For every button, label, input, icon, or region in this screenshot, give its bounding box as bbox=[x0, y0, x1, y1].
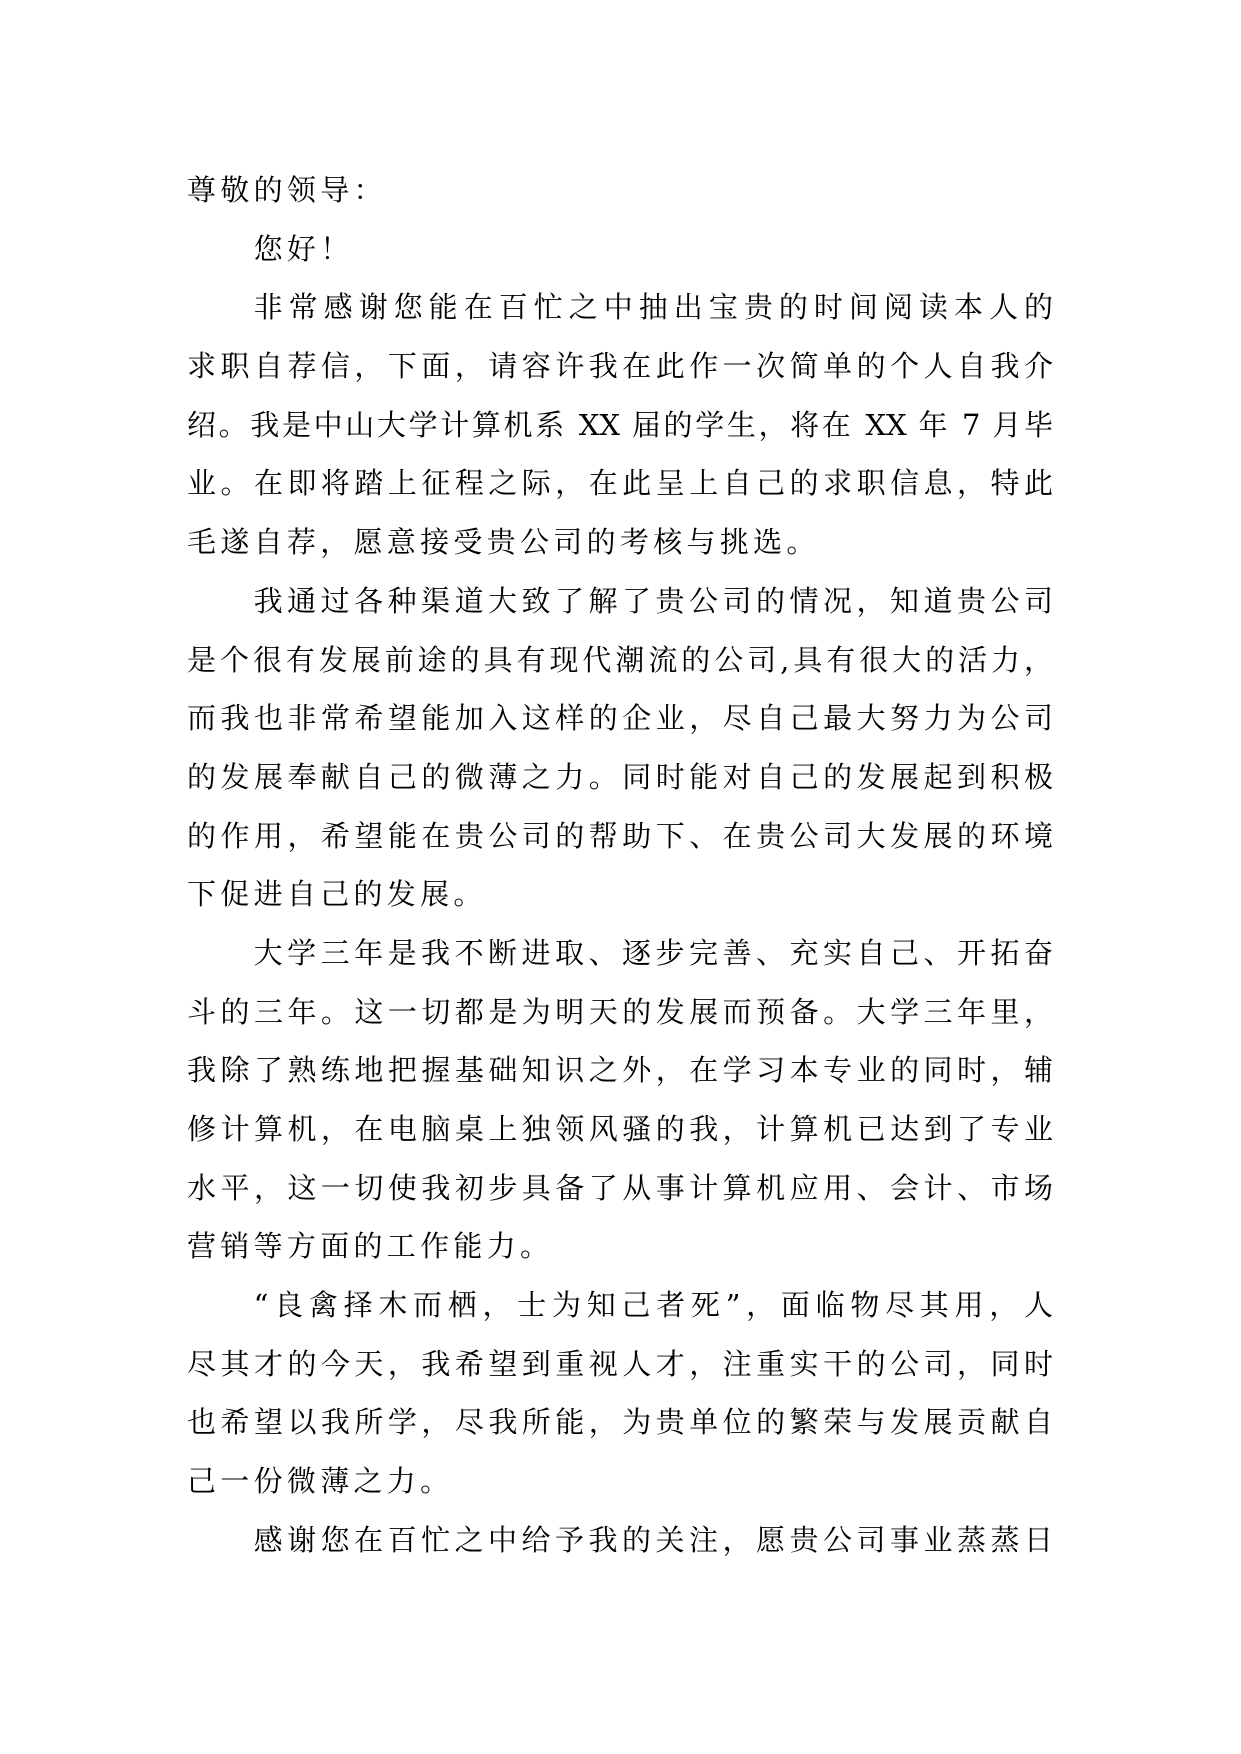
text-line: 下促进自己的发展。 bbox=[187, 877, 487, 912]
text-line: 也希望以我所学，尽我所能，为贵单位的繁荣与发展贡献自 bbox=[187, 1405, 1053, 1440]
text-line: 毛遂自荐，愿意接受贵公司的考核与挑选。 bbox=[187, 525, 820, 560]
paragraph-aspiration bbox=[187, 1276, 1053, 1511]
text-line: 己一份微薄之力。 bbox=[187, 1464, 454, 1499]
text-line: 尽其才的今天，我希望到重视人才，注重实干的公司，同时 bbox=[187, 1346, 1053, 1381]
text-line: “良禽择木而栖，士为知己者死”，面临物尽其用，人 bbox=[253, 1288, 1053, 1323]
text-line: 修计算机，在电脑桌上独领风骚的我，计算机已达到了专业 bbox=[187, 1112, 1053, 1146]
text-line: 营销等方面的工作能力。 bbox=[187, 1229, 554, 1264]
text-line: 我除了熟练地把握基础知识之外，在学习本专业的同时，辅 bbox=[187, 1053, 1053, 1088]
text-line: 水平，这一切使我初步具备了从事计算机应用、会计、市场 bbox=[187, 1170, 1053, 1205]
text-line: 感谢您在百忙之中给予我的关注，愿贵公司事业蒸蒸日 bbox=[253, 1522, 1053, 1557]
paragraph-university bbox=[187, 924, 1053, 1276]
paragraph-closing bbox=[187, 1511, 1053, 1570]
text-line: 而我也非常希望能加入这样的企业，尽自己最大努力为公司 bbox=[187, 701, 1053, 736]
text-line: 我通过各种渠道大致了解了贵公司的情况，知道贵公司 bbox=[253, 583, 1053, 618]
text-line: 大学三年是我不断进取、逐步完善、充实自己、开拓奋 bbox=[253, 935, 1053, 970]
paragraph-intro bbox=[187, 278, 1053, 571]
text-line: 绍。我是中山大学计算机系 XX 届的学生，将在 XX 年 7 月毕 bbox=[187, 407, 1053, 442]
text-line: 非常感谢您能在百忙之中抽出宝贵的时间阅读本人的 bbox=[253, 290, 1053, 325]
greeting: 您好！ bbox=[253, 231, 354, 266]
text-line: 斗的三年。这一切都是为明天的发展而预备。大学三年里， bbox=[187, 994, 1053, 1029]
text-line: 求职自荐信，下面，请容许我在此作一次简单的个人自我介 bbox=[187, 349, 1053, 384]
letter-body bbox=[187, 161, 1053, 1570]
text-line: 是个很有发展前途的具有现代潮流的公司,具有很大的活力， bbox=[187, 642, 1053, 677]
salutation: 尊敬的领导： bbox=[187, 173, 387, 207]
paragraph-company bbox=[187, 572, 1053, 924]
text-line: 的发展奉献自己的微薄之力。同时能对自己的发展起到积极 bbox=[187, 759, 1053, 794]
text-line: 的作用，希望能在贵公司的帮助下、在贵公司大发展的环境 bbox=[187, 818, 1053, 853]
text-line: 业。在即将踏上征程之际，在此呈上自己的求职信息，特此 bbox=[187, 466, 1053, 501]
